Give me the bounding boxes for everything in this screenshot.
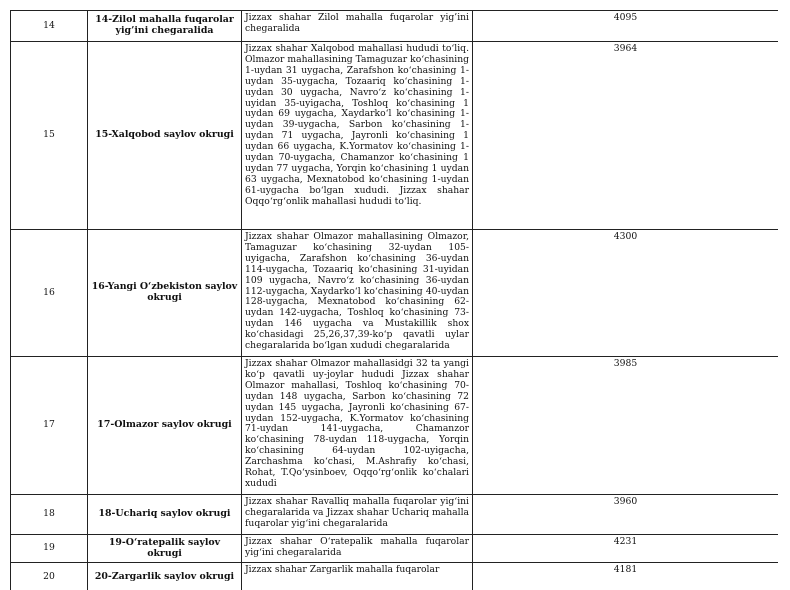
district-boundary-text: Jizzax shahar Xalqobod mahallasi hududi to‘liq. Olmazor mahallasining Tamaguzar ko‘chasining 1-uydan 31 uygacha, Zarafshon ko‘chasining 1-uydan 35-uygacha, Tozaariq ko‘chasining 1-uydan 30 uygacha, Navro‘z ko‘chasining 1-uyidan 35-uyigacha, Toshloq ko‘chasining 1 uydan 69 uygacha, Xaydarko‘l ko‘chasining 1-uydan 39-uygacha, Sarbon ko‘chasining 1-uydan 71 uygacha, Jayronli ko‘chasining 1 uydan 66 uygacha, K.Yormatov ko‘chasining 1-uydan 70-uygacha, Chamanzor ko‘chasining 1 uydan 77 uygacha, Yorqin ko‘chasining 1 uydan 63 uygacha, Mexnatobod ko‘chasining 1-uydan 61-uygacha bo‘lgan xududi. Jizzax shahar Oqqo‘rg‘onlik mahallasi hududi to‘liq. [245,43,469,207]
table-row [11,535,779,563]
table-row [11,563,779,590]
district-boundary-text: Jizzax shahar O‘ratepalik mahalla fuqarolar yig‘ini chegaralarida [245,536,469,558]
voter-count: 4181 [473,563,779,590]
voter-count: 4095 [473,11,779,42]
document-page [10,0,778,590]
district-boundary [242,230,473,357]
row-number: 16 [11,230,88,357]
row-number: 15 [11,42,88,230]
voter-count: 3964 [473,42,779,230]
district-name: 20-Zargarlik saylov okrugi [88,563,242,590]
district-name: 17-Olmazor saylov okrugi [88,357,242,495]
district-boundary [242,42,473,230]
district-boundary [242,535,473,563]
district-boundary [242,495,473,535]
row-number: 19 [11,535,88,563]
district-boundary-text: Jizzax shahar Olmazor mahallasining Olmazor, Tamaguzar ko‘chasining 32-uydan 105-uyigacha, Zarafshon ko‘chasining 36-uydan 114-uygacha, Tozaariq ko‘chasining 31-uyidan 109 uygacha, Navro‘z ko‘chasining 36-uydan 112-uygacha, Xaydarko‘l ko‘chasining 40-uydan 128-uygacha, Mexnatobod ko‘chasining 62-uydan 142-uygacha, Toshloq ko‘chasining 73-uydan 146 uygacha va Mustakillik shox ko‘chasidagi 25,26,37,39-ko‘p qavatli uylar chegaralarida bo‘lgan xududi chegaralarida [245,231,469,352]
district-name: 18-Uchariq saylov okrugi [88,495,242,535]
row-number: 17 [11,357,88,495]
table-row [11,495,779,535]
district-boundary-text: Jizzax shahar Zargarlik mahalla fuqarolar [245,564,440,575]
voter-count: 3960 [473,495,779,535]
row-number: 14 [11,11,88,42]
district-name: 14-Zilol mahalla fuqarolar yig’ini chegaralida [88,11,242,42]
voter-count: 3985 [473,357,779,495]
table-row [11,357,779,495]
table-row [11,42,779,230]
district-boundary [242,357,473,495]
table-row [11,230,779,357]
district-name: 15-Xalqobod saylov okrugi [88,42,242,230]
district-name: 19-O‘ratepalik saylov okrugi [88,535,242,563]
district-boundary-text: Jizzax shahar Ravalliq mahalla fuqarolar yig‘ini chegaralarida va Jizzax shahar Uchariq mahalla fuqarolar yig‘ini chegaralarida [245,496,469,529]
voter-count: 4231 [473,535,779,563]
voter-count: 4300 [473,230,779,357]
district-boundary [242,563,473,590]
row-number: 20 [11,563,88,590]
constituency-table [10,10,778,590]
district-boundary-text: Jizzax shahar Zilol mahalla fuqarolar yig’ini chegaralida [245,12,469,34]
row-number: 18 [11,495,88,535]
district-boundary [242,11,473,42]
district-name: 16-Yangi O‘zbekiston saylov okrugi [88,230,242,357]
district-boundary-text: Jizzax shahar Olmazor mahallasidgi 32 ta yangi ko‘p qavatli uy-joylar hududi Jizzax shahar Olmazor mahallasi, Toshloq ko‘chasining 70-uydan 148 uygacha, Sarbon ko‘chasining 72 uydan 145 uygacha, Jayronli ko‘chasining 67-uydan 152-uygacha, K.Yormatov ko‘chasining 71-uydan 141-uygacha, Chamanzor ko‘chasining 78-uydan 118-uygacha, Yorqin ko‘chasining 64-uydan 102-uyigacha, Zarchashma ko‘chasi, M.Ashrafiy ko‘chasi, Rohat, T.Qo‘ysinboev, Oqqo‘rg‘onlik ko‘chalari xududi [245,358,469,489]
table-row [11,11,779,42]
